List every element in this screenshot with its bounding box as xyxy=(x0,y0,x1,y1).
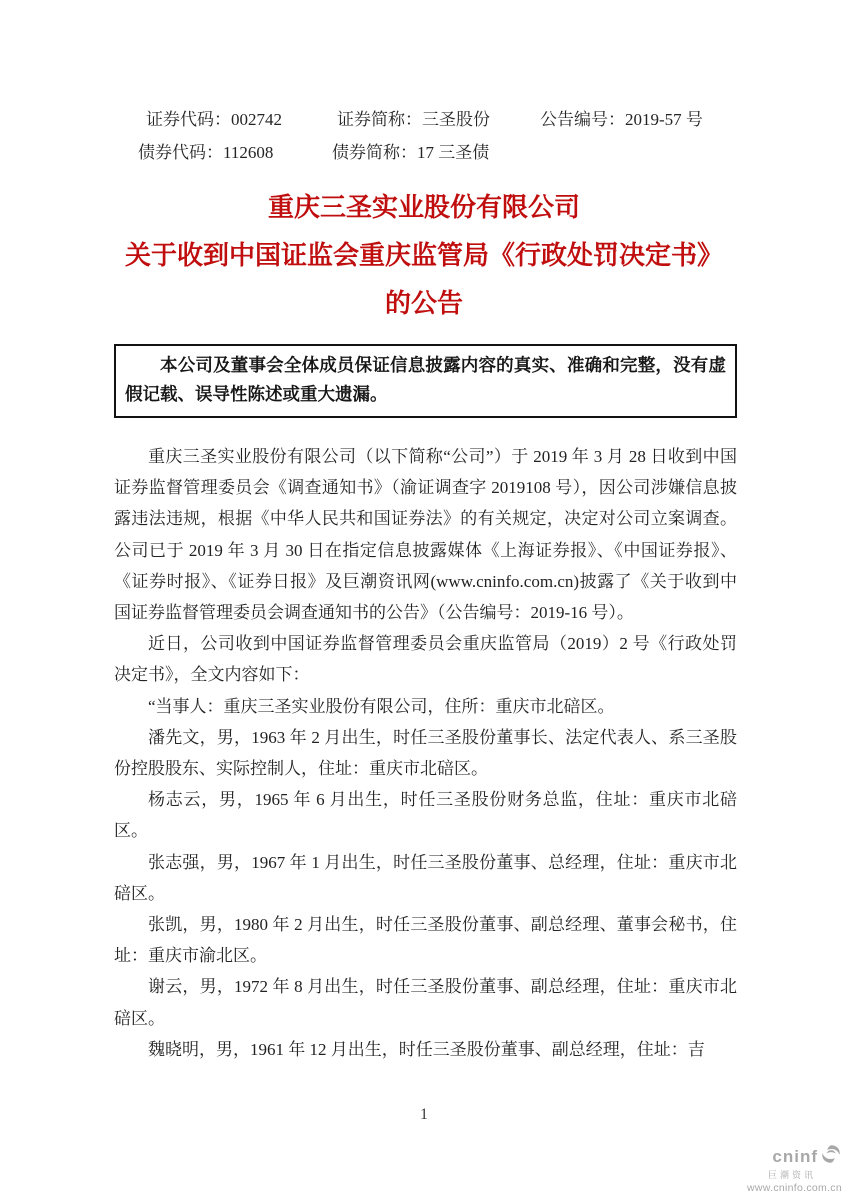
body-paragraph: 张志强，男，1967 年 1 月出生，时任三圣股份董事、总经理，住址：重庆市北碚区。 xyxy=(114,852,737,903)
cninfo-url: www.cninfo.com.cn xyxy=(747,1182,842,1194)
cninfo-logo xyxy=(747,1143,842,1194)
body-text xyxy=(114,441,737,1065)
body-paragraph: 魏晓明，男，1961 年 12 月出生，时任三圣股份董事、副总经理，住址：吉 xyxy=(148,1039,705,1059)
disclaimer-box: 本公司及董事会全体成员保证信息披露内容的真实、准确和完整，没有虚假记载、误导性陈述或重大遗漏。 xyxy=(114,344,737,418)
title-line-1: 重庆三圣实业股份有限公司 xyxy=(267,193,580,222)
body-paragraph: 近日，公司收到中国证券监督管理委员会重庆监管局（2019）2 号《行政处罚决定书》，全文内容如下： xyxy=(114,634,737,685)
document-title xyxy=(0,184,848,328)
bond-code: 债券代码：112608 xyxy=(138,143,274,162)
body-paragraph: 张凯，男，1980 年 2 月出生，时任三圣股份董事、副总经理、董事会秘书，住址：重庆市渝北区。 xyxy=(114,915,737,966)
page-number: 1 xyxy=(420,1106,428,1123)
bond-abbr: 债券简称：17 三圣债 xyxy=(332,143,490,162)
cninfo-swirl-icon xyxy=(820,1143,842,1169)
announcement-number: 公告编号：2019-57 号 xyxy=(540,110,703,129)
body-paragraph: “当事人：重庆三圣实业股份有限公司，住所：重庆市北碚区。 xyxy=(148,696,615,716)
securities-abbr: 证券简称：三圣股份 xyxy=(337,110,490,129)
securities-code: 证券代码：002742 xyxy=(146,110,282,129)
body-paragraph: 杨志云，男，1965 年 6 月出生，时任三圣股份财务总监，住址：重庆市北碚区。 xyxy=(114,790,737,841)
body-paragraph: 潘先文，男，1963 年 2 月出生，时任三圣股份董事长、法定代表人、系三圣股份控股股东、实际控制人，住址：重庆市北碚区。 xyxy=(114,727,737,779)
title-line-3: 的公告 xyxy=(384,289,463,318)
cninfo-brand-cn: 巨潮资讯 xyxy=(767,1170,816,1180)
body-paragraph: 谢云，男，1972 年 8 月出生，时任三圣股份董事、副总经理，住址：重庆市北碚区。 xyxy=(114,977,737,1028)
body-paragraph: 重庆三圣实业股份有限公司（以下简称“公司”）于 2019 年 3 月 28 日收到中国证券监督管理委员会《调查通知书》（渝证调查字 2019108 号），因公司涉嫌信息披露违法违规，根据《中华人民共和国证券法》的有关规定，决定对公司立案调查。公司已于 2019 年 3 月 30 日在指定信息披露媒体《上海证券报》、《中国证券报》、《证券时报》、《证券日报》及巨潮资讯网(www.cninfo.com.cn)披露了《关于收到中国证券监督管理委员会调查通知书的公告》（公告编号：2019-16 号）。 xyxy=(114,447,737,623)
cninfo-brand-text: cninf xyxy=(772,1146,818,1166)
title-line-2: 关于收到中国证监会重庆监管局《行政处罚决定书》 xyxy=(124,241,723,270)
